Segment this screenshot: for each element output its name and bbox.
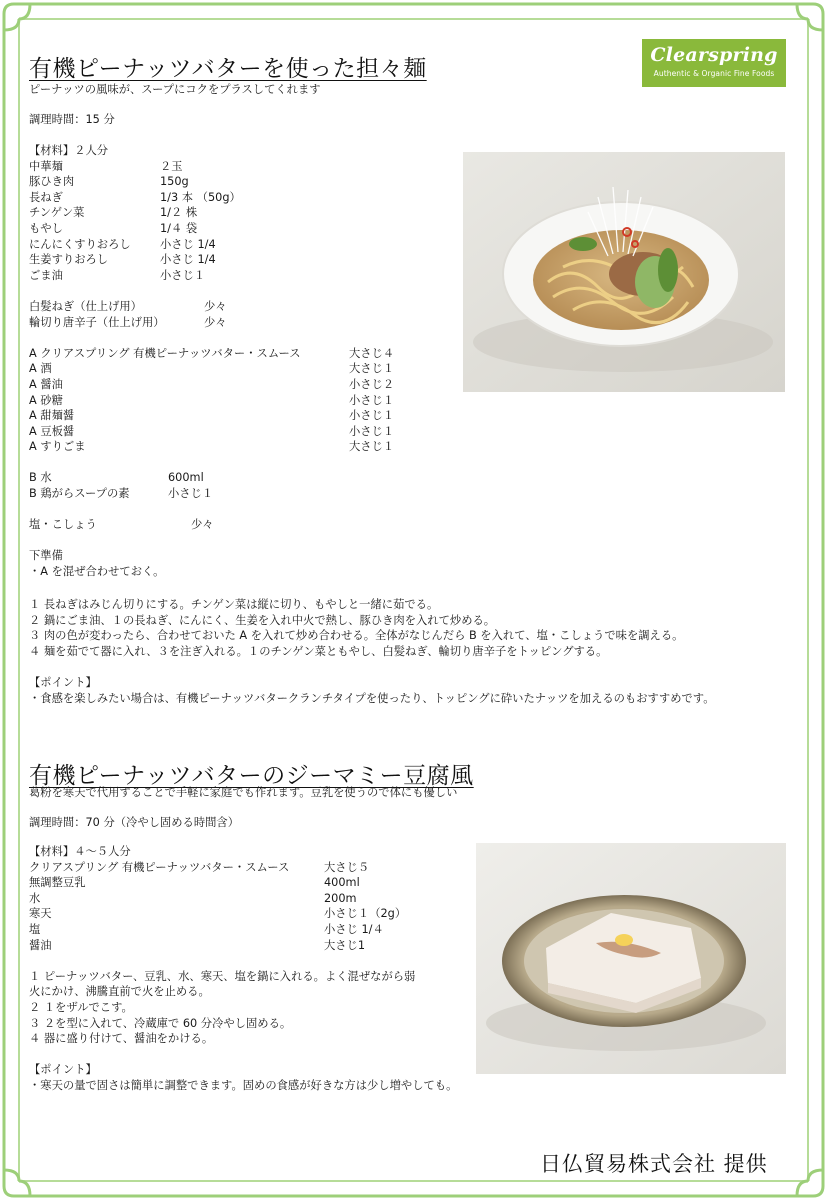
ingredient-amount: 150g <box>160 175 189 189</box>
garnish-row <box>29 299 449 315</box>
sauce-item-amount: 小さじ１ <box>349 424 395 438</box>
seasoning-amount: 少々 <box>191 518 214 532</box>
ingredient-name: ごま油 <box>29 268 63 282</box>
sauce-item-name: A 酒 <box>29 362 52 376</box>
recipe1-step: ２ 鍋にごま油、１の長ねぎ、にんにく、生姜を入れ中火で熱し、豚ひき肉を入れて炒める。 <box>29 613 496 627</box>
recipe1-point-heading: 【ポイント】 <box>29 675 97 689</box>
ingredient-amount: 200m <box>324 891 357 905</box>
ingredient-name: チンゲン菜 <box>29 206 85 220</box>
recipe2-subtitle: 葛粉を寒天で代用することで手軽に家庭でも作れます。豆乳を使うので体にも優しい <box>29 786 458 799</box>
recipe2-servings: 【材料】４～５人分 <box>29 845 131 858</box>
ingredient-amount: 1/２ 株 <box>160 206 198 220</box>
recipe1-prep: ・A を混ぜ合わせておく。 <box>29 565 165 579</box>
soup-item-name: B 水 <box>29 471 52 485</box>
recipe1-steps <box>29 597 715 706</box>
sauce-item-row <box>29 424 449 440</box>
ingredient-row <box>29 938 459 954</box>
sauce-item-amount: 小さじ１ <box>349 393 395 407</box>
recipe1-soup-list <box>29 470 449 501</box>
recipe1-step: ３ 肉の色が変わったら、合わせておいた A を入れて炒め合わせる。全体がなじんだら B を入れて、塩・こしょうで味を調える。 <box>29 629 684 643</box>
recipe1-sauce-list <box>29 346 449 455</box>
soup-item-name: B 鶏がらスープの素 <box>29 487 130 501</box>
garnish-name: 輪切り唐辛子（仕上げ用） <box>29 315 165 329</box>
ingredient-amount: 400ml <box>324 876 360 890</box>
recipe1-prep-heading: 下準備 <box>29 549 63 563</box>
ingredient-row <box>29 875 459 891</box>
recipe2-step: ３ ２を型に入れて、冷蔵庫で 60 分冷やし固める。 <box>29 1016 292 1030</box>
seasoning-name: 塩・こしょう <box>29 518 97 532</box>
ingredient-row <box>29 922 459 938</box>
ingredient-name: 中華麺 <box>29 159 63 173</box>
ingredient-name: 塩 <box>29 922 41 936</box>
garnish-row <box>29 315 449 331</box>
ingredient-amount: 小さじ 1/４ <box>324 922 384 936</box>
ingredient-amount: 小さじ１ <box>160 268 206 282</box>
sauce-item-amount: 大さじ４ <box>349 346 395 360</box>
recipe2-ingredient-list <box>29 860 459 954</box>
tantanmen-photo <box>463 152 785 392</box>
ingredient-row <box>29 205 449 221</box>
recipe1-time: 調理時間：15 分 <box>29 113 115 126</box>
logo-tagline: Authentic & Organic Fine Foods <box>653 69 775 78</box>
recipe2-point: ・寒天の量で固さは簡単に調整できます。固めの食感が好きな方は少し増やしても。 <box>29 1078 458 1092</box>
recipe1-servings: 【材料】２人分 <box>29 144 109 157</box>
ingredient-name: 水 <box>29 891 41 905</box>
sauce-item-name: A すりごま <box>29 440 86 454</box>
sauce-item-amount: 大さじ１ <box>349 362 395 376</box>
sauce-item-name: A 醤油 <box>29 377 63 391</box>
ingredient-row <box>29 860 459 876</box>
recipe1-ingredient-list <box>29 159 449 284</box>
recipe1-step: ４ 麺を茹でて器に入れ、３を注ぎ入れる。１のチンゲン菜ともやし、白髪ねぎ、輪切り唐辛子をトッピングする。 <box>29 644 608 658</box>
ingredient-name: クリアスプリング 有機ピーナッツバター・スムース <box>29 860 290 874</box>
ingredient-amount: 小さじ 1/4 <box>160 253 216 267</box>
ingredient-row <box>29 906 459 922</box>
recipe2-steps <box>29 969 459 1047</box>
sauce-item-row <box>29 393 449 409</box>
sauce-item-amount: 大さじ１ <box>349 440 395 454</box>
ingredient-row <box>29 159 449 175</box>
ingredient-row <box>29 252 449 268</box>
recipe1-ingredients <box>29 143 449 580</box>
recipe2-step: ４ 器に盛り付けて、醤油をかける。 <box>29 1032 214 1046</box>
soup-item-amount: 600ml <box>168 471 204 485</box>
ingredient-amount: ２玉 <box>160 159 183 173</box>
soup-item-amount: 小さじ１ <box>168 487 214 501</box>
recipe2-time: 調理時間：70 分（冷やし固める時間含） <box>29 816 240 829</box>
ingredient-name: 寒天 <box>29 907 52 921</box>
sauce-item-row <box>29 346 449 362</box>
recipe1-title: 有機ピーナッツバターを使った担々麺 <box>29 56 427 82</box>
ingredient-name: もやし <box>29 221 63 235</box>
garnish-amount: 少々 <box>204 315 227 329</box>
sauce-item-row <box>29 408 449 424</box>
ingredient-amount: 1/４ 袋 <box>160 221 198 235</box>
ingredient-amount: 大さじ1 <box>324 938 366 952</box>
ingredient-row <box>29 174 449 190</box>
ingredient-name: 生姜すりおろし <box>29 253 109 267</box>
sauce-item-name: A 豆板醤 <box>29 424 75 438</box>
sauce-item-name: A 砂糖 <box>29 393 63 407</box>
ingredient-amount: 1/3 本 （50g） <box>160 190 241 204</box>
sauce-item-row <box>29 361 449 377</box>
sauce-item-name: A クリアスプリング 有機ピーナッツバター・スムース <box>29 346 301 360</box>
recipe2-point-heading: 【ポイント】 <box>29 1063 97 1077</box>
ingredient-name: 豚ひき肉 <box>29 175 75 189</box>
sauce-item-name: A 甜麺醤 <box>29 409 75 423</box>
recipe2-title: 有機ピーナッツバターのジーマミー豆腐風 <box>29 763 474 789</box>
logo-name: Clearspring <box>650 44 778 66</box>
recipe2-step: １ ピーナッツバター、豆乳、水、寒天、塩を鍋に入れる。よく混ぜながら弱 <box>29 969 416 983</box>
recipe1-point: ・食感を楽しみたい場合は、有機ピーナッツバタークランチタイプを使ったり、トッピングに砕いたナッツを加えるのもおすすめです。 <box>29 691 715 705</box>
clearspring-logo <box>642 39 786 87</box>
recipe1-step: １ 長ねぎはみじん切りにする。チンゲン菜は縦に切り、もやしと一緒に茹でる。 <box>29 598 439 611</box>
ingredient-name: 無調整豆乳 <box>29 876 86 890</box>
sauce-item-amount: 小さじ２ <box>349 377 395 391</box>
soup-item-row <box>29 470 449 486</box>
ingredient-amount: 大さじ５ <box>324 860 370 874</box>
recipe1-seasoning <box>29 517 449 533</box>
ingredient-amount: 小さじ 1/4 <box>160 237 216 251</box>
peanut-tofu-photo <box>476 843 786 1074</box>
recipe1-subtitle: ピーナッツの風味が、スープにコクをプラスしてくれます <box>29 83 321 96</box>
ingredient-name: にんにくすりおろし <box>29 237 131 251</box>
sauce-item-row <box>29 377 449 393</box>
recipe2-ingredients <box>29 844 459 1094</box>
recipe2-step: ２ １をザルでこす。 <box>29 1000 133 1014</box>
sauce-item-amount: 小さじ１ <box>349 409 395 423</box>
recipe2-step: 火にかけ、沸騰直前で火を止める。 <box>29 985 210 999</box>
ingredient-row <box>29 190 449 206</box>
recipe1-garnish-list <box>29 299 449 330</box>
ingredient-row <box>29 237 449 253</box>
garnish-name: 白髪ねぎ（仕上げ用） <box>29 299 142 313</box>
ingredient-row <box>29 891 459 907</box>
ingredient-row <box>29 268 449 284</box>
sauce-item-row <box>29 439 449 455</box>
garnish-amount: 少々 <box>204 299 227 313</box>
ingredient-row <box>29 221 449 237</box>
ingredient-name: 長ねぎ <box>29 190 63 204</box>
footer-credit: 日仏貿易株式会社 提供 <box>540 1152 768 1176</box>
ingredient-amount: 小さじ１（2g） <box>324 907 407 921</box>
ingredient-name: 醤油 <box>29 938 52 952</box>
soup-item-row <box>29 486 449 502</box>
